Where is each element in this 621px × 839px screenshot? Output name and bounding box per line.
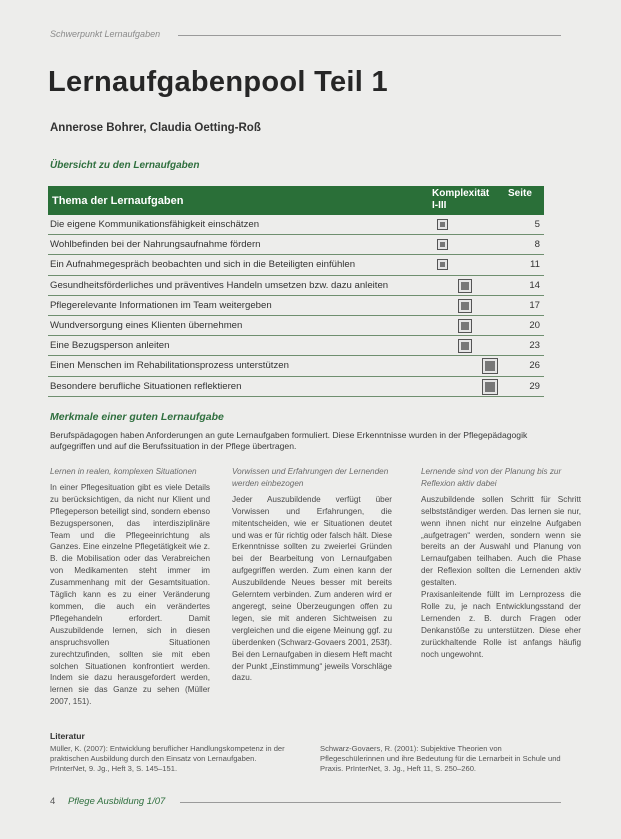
footer-rule [180,802,561,803]
column-3 [421,466,581,661]
literature-heading: Literatur [50,731,85,741]
complexity-level-3-icon [482,358,498,374]
features-heading: Merkmale einer guten Lernaufgabe [50,411,224,423]
row-page-number: 17 [529,299,540,311]
literature-ref-2: Schwarz-Govaers, R. (2001): Subjektive Theorien von Pflegeschülerinnen und ihre Bedeutung für die Lernarbeit in Schule und Praxis. PrInterNet, 3. Jg., Heft 11, S. 250–260. [320,744,561,773]
table-row [48,336,544,356]
footer [50,796,165,807]
row-page-number: 26 [529,360,540,372]
row-theme: Eine Bezugsperson anleiten [50,340,170,352]
complexity-level-1-icon [437,219,448,230]
row-page-number: 8 [534,239,540,251]
complexity-level-2-icon [458,299,472,313]
row-page-number: 20 [529,319,540,331]
row-page-number: 11 [530,259,540,271]
row-page-number: 29 [529,380,540,392]
complexity-level-1-icon [437,259,448,270]
journal-name: Pflege Ausbildung 1/07 [67,796,166,807]
row-theme: Wohlbefinden bei der Nahrungsaufnahme fördern [50,239,261,251]
column-2-subheading: Vorwissen und Erfahrungen der Lernenden werden einbezogen [232,467,389,488]
page-title: Lernaufgabenpool Teil 1 [48,66,388,98]
row-theme: Die eigene Kommunikationsfähigkeit einschätzen [50,219,260,230]
column-3-subheading: Lernende sind von der Planung bis zur Reflexion aktiv dabei [421,467,562,488]
header-theme: Thema der Lernaufgaben [52,195,184,207]
header-complexity-range: I-III [432,200,447,211]
column-3-text-2: Praxisanleitende füllt im Lernprozess die Rolle zu, je nach Entwicklungsstand der Lernenden z. B. durch Fragen oder Denkanstöße zu unterstützen. Diese eher zurückhaltende Rolle ist anfangs häufig noch ungewohnt. [421,590,581,659]
running-head: Schwerpunkt Lernaufgaben [50,29,161,39]
table-row [48,356,544,376]
table-row [48,296,544,316]
authors: Annerose Bohrer, Claudia Oetting-Roß [50,122,261,134]
table-row [48,276,544,296]
table-header [48,186,544,215]
column-2-text: Jeder Auszubildende verfügt über Vorwissen und Erfahrungen, die mitentscheiden, wie er Situationen deutet und was er für richtig oder falsch hält. Diese Erkenntnisse sollten zu zweierlei Gründen bei der Bearbeitung von Lernaufgaben aufgegriffen werden. Zum einen kann der Auszubildende Neues besser mit bereits Gelerntem verbinden. Zum anderen wird er angeregt, seine Überzeugungen offen zu legen, sie mit anderen Sichtweisen zu vergleichen und die eigene Meinung ggf. zu überdenken (Schwarz-Govaers 2001, 253f). Bei den Lernaufgaben in diesem Heft macht der Punkt „Einstimmung“ jeweils Vorschläge dazu. [232,494,392,683]
row-page-number: 14 [529,279,540,291]
row-theme: Wundversorgung eines Klienten übernehmen [50,319,243,331]
complexity-level-3-icon [482,379,498,395]
row-theme: Einen Menschen im Rehabilitationsprozess unterstützen [50,360,289,372]
header-complexity-label: Komplexität [432,188,490,199]
task-table [48,186,544,397]
column-2 [232,466,392,684]
table-row [48,377,544,397]
page-number: 4 [50,796,56,807]
complexity-level-2-icon [458,339,472,353]
row-theme: Ein Aufnahmegespräch beobachten und sich in die Beteiligten einfühlen [50,259,356,271]
column-3-text: Auszubildende sollen Schritt für Schritt selbstständiger werden. Das lernen sie nur, wenn ihnen nicht nur einzelne Aufgaben „aufgetragen“ werden, sondern wenn sie bereits an der Auswahl und Planung von Lernaufgaben teilhaben. Auch die Phase der Reflexion sollten die Lernenden aktiv gestalten. [421,494,581,588]
header-page: Seite [508,188,532,199]
overview-heading: Übersicht zu den Lernaufgaben [50,160,200,171]
complexity-level-1-icon [437,239,448,250]
column-1 [50,466,210,708]
row-theme: Pflegerelevante Informationen im Team weitergeben [50,299,272,311]
intro-text: Berufspädagogen haben Anforderungen an gute Lernaufgaben formuliert. Diese Erkenntnisse wurden in der Pflegepädagogik aufgegriffen und auf die Berufssituation in der Pflege übertragen. [50,430,528,451]
table-row [48,255,544,275]
table-body [48,215,544,397]
complexity-level-2-icon [458,279,472,293]
row-page-number: 5 [534,219,540,230]
literature-ref-1: Müller, K. (2007): Entwicklung beruflicher Handlungskompetenz in der praktischen Ausbildung durch den Einsatz von Lernaufgaben. PrInterNet, 9. Jg., Heft 3, S. 145–151. [50,744,285,773]
table-row [48,215,544,235]
column-1-subheading: Lernen in realen, komplexen Situationen [50,467,197,476]
column-1-text: In einer Pflegesituation gibt es viele Details zu berücksichtigen, da nicht nur Klient und Pflegeperson beteiligt sind, sondern ebenso Bezugspersonen, das interdisziplinäre Team und die Pflegeeinrichtung als Ganzes. Eine einzelne Pflegetätigkeit wie z. B. die Mobilisation oder das Verabreichen von Medikamenten steht immer im Zusammenhang mit der Gesamtsituation. Täglich kann es zu einer Veränderung kommen, die auch ein verändertes Pflegehandeln erfordert. Damit Auszubildende lernen, sich in diesen anspruchsvollen Situationen zurechtzufinden, sollten sie mit eben solchen Situationen konfrontiert werden. Indem sie dazu herausgefordert werden, lernen sie das Ganze zu sehen (Müller 2007, 151). [50,482,210,707]
header-complexity [432,188,489,212]
header-rule [178,35,561,36]
table-row [48,316,544,336]
row-theme: Besondere berufliche Situationen reflektieren [50,380,242,392]
row-theme: Gesundheitsförderliches und präventives Handeln umsetzen bzw. dazu anleiten [50,279,389,291]
row-page-number: 23 [529,340,540,352]
complexity-level-2-icon [458,319,472,333]
table-row [48,235,544,255]
